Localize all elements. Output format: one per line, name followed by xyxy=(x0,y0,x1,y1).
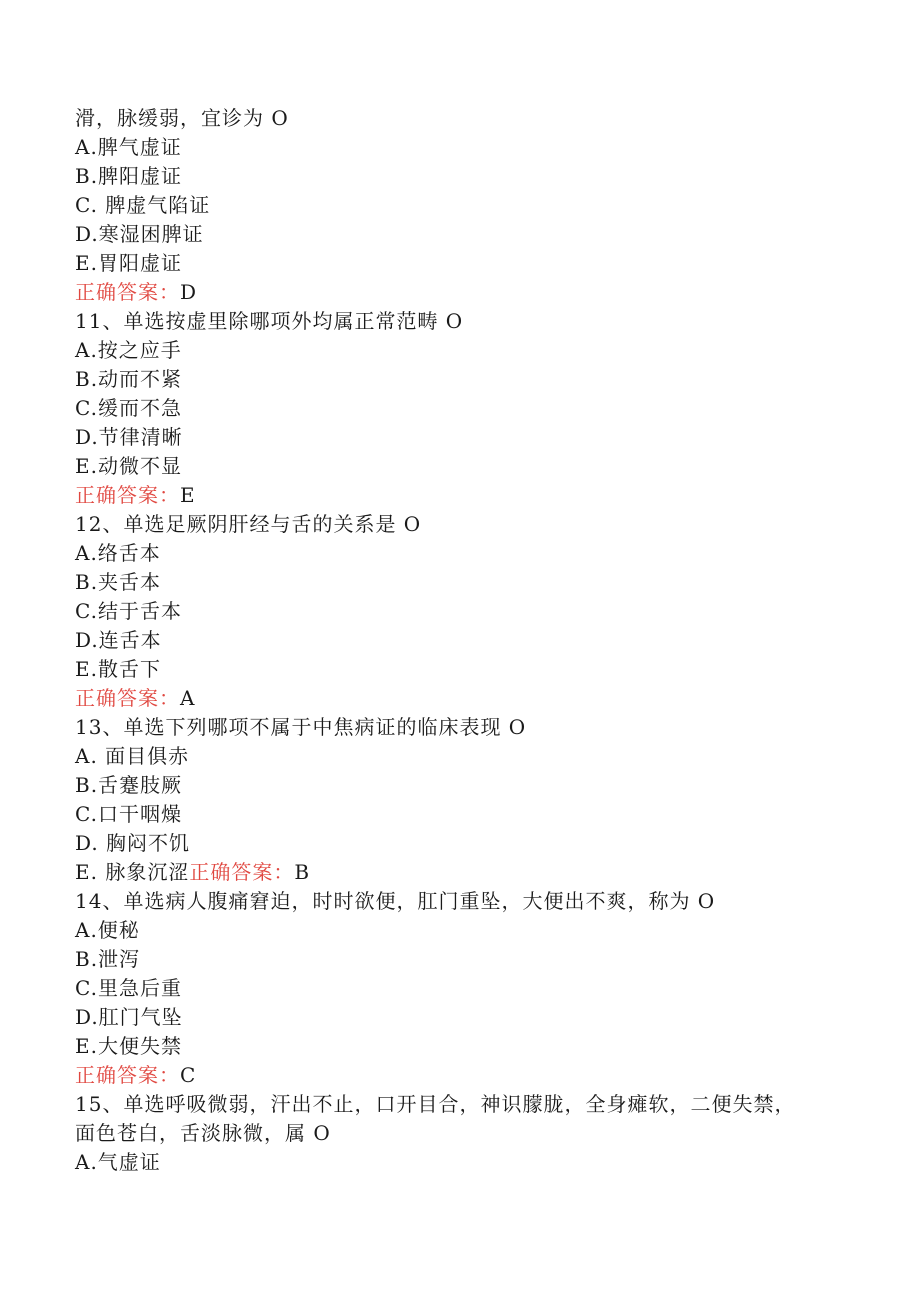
text-line: D.肛门气坠 xyxy=(75,1005,183,1029)
option-text: E. 脉象沉涩 xyxy=(75,860,190,884)
text-line: B.动而不紧 xyxy=(75,367,183,391)
text-line: D.连舌本 xyxy=(75,628,162,652)
document-body xyxy=(75,104,855,1177)
answer-value: B xyxy=(294,860,311,884)
answer-label: 正确答案： xyxy=(75,280,180,304)
text-line: 11、单选按虚里除哪项外均属正常范畴 O xyxy=(75,309,464,333)
text-line: 13、单选下列哪项不属于中焦病证的临床表现 O xyxy=(75,715,527,739)
text-line: B.夹舌本 xyxy=(75,570,162,594)
text-line: E.动微不显 xyxy=(75,454,182,478)
answer-line xyxy=(75,1061,855,1090)
text-line: A.便秘 xyxy=(75,918,140,942)
text-line: C.里急后重 xyxy=(75,976,182,1000)
text-line: A.脾气虚证 xyxy=(75,135,182,159)
answer-value: C xyxy=(180,1063,197,1087)
text-line: B.舌蹇肢厥 xyxy=(75,773,183,797)
answer-label: 正确答案： xyxy=(75,1063,180,1087)
text-line: 14、单选病人腹痛窘迫，时时欲便，肛门重坠，大便出不爽，称为 O xyxy=(75,889,716,913)
text-line: D. 胸闷不饥 xyxy=(75,831,191,855)
answer-line xyxy=(75,684,855,713)
answer-label: 正确答案： xyxy=(189,860,295,884)
text-line: 15、单选呼吸微弱，汗出不止，口开目合，神识朦胧，全身瘫软，二便失禁， xyxy=(75,1092,796,1116)
text-line: B.脾阳虚证 xyxy=(75,164,183,188)
answer-value: D xyxy=(180,280,198,304)
text-line: E.大便失禁 xyxy=(75,1034,182,1058)
text-line: A.络舌本 xyxy=(75,541,161,565)
answer-value: E xyxy=(180,483,196,507)
answer-line xyxy=(75,481,855,510)
answer-label: 正确答案： xyxy=(75,686,180,710)
text-line: D.节律清晰 xyxy=(75,425,183,449)
text-line: E.散舌下 xyxy=(75,657,161,681)
text-line: E.胃阳虚证 xyxy=(75,251,182,275)
text-line: C.结于舌本 xyxy=(75,599,182,623)
text-line: D.寒湿困脾证 xyxy=(75,222,204,246)
answer-label: 正确答案： xyxy=(75,483,180,507)
text-line: A.气虚证 xyxy=(75,1150,161,1174)
text-line: 滑，脉缓弱，宜诊为 O xyxy=(75,106,289,130)
text-line: A. 面目俱赤 xyxy=(75,744,190,768)
option-with-answer-line xyxy=(75,858,855,887)
answer-line xyxy=(75,278,855,307)
text-line: A.按之应手 xyxy=(75,338,182,362)
text-line: C. 脾虚气陷证 xyxy=(75,193,211,217)
text-line: C.缓而不急 xyxy=(75,396,182,420)
text-line: B.泄泻 xyxy=(75,947,141,971)
answer-value: A xyxy=(180,686,196,710)
text-line: 面色苍白，舌淡脉微，属 O xyxy=(75,1121,331,1145)
text-line: 12、单选足厥阴肝经与舌的关系是 O xyxy=(75,512,422,536)
text-line: C.口干咽燥 xyxy=(75,802,182,826)
